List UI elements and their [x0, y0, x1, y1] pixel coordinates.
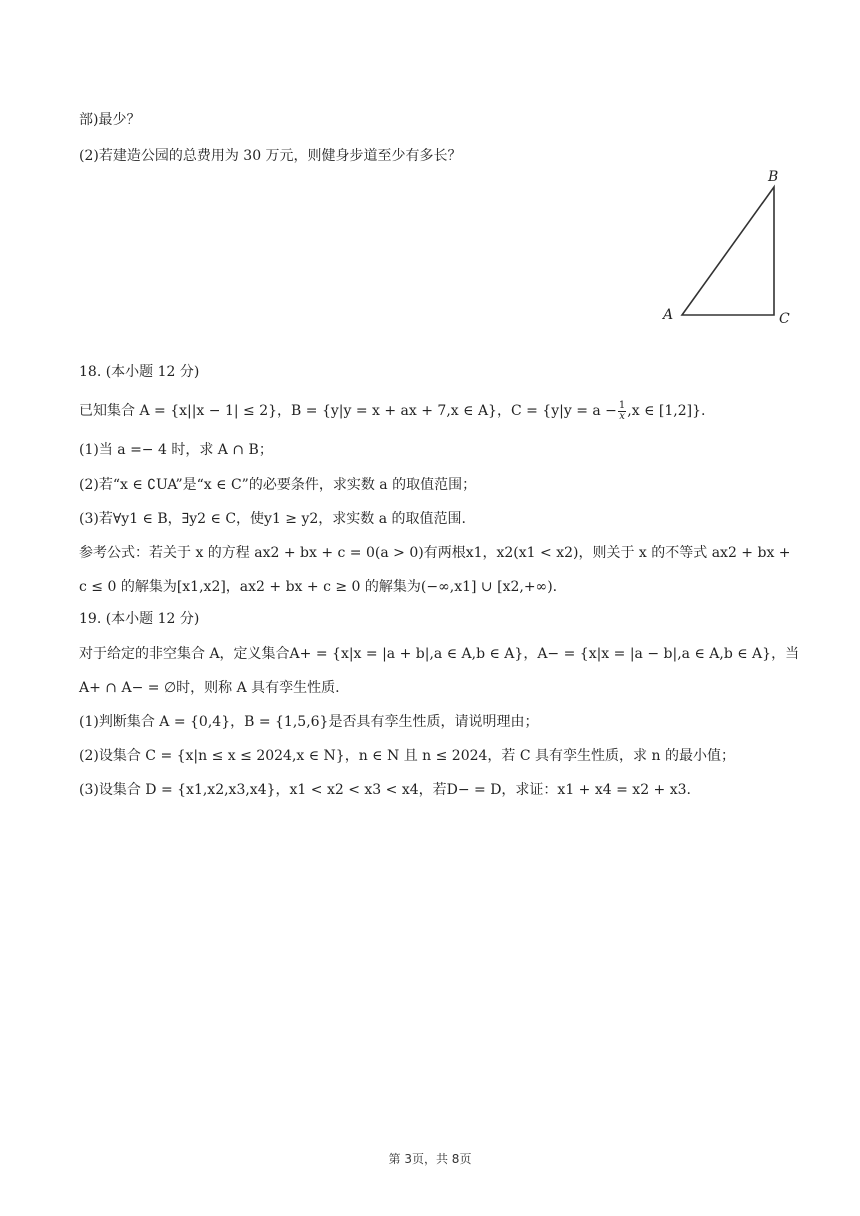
q19-part-2: (2)设集合 C = {x|n ≤ x ≤ 2024,x ∈ N}，n ∈ N 且 n ≤ 2024，若 C 具有孪生性质，求 n 的最小值； [79, 748, 735, 764]
page-number-footer: 第 3页，共 8页 [388, 1152, 472, 1166]
fraction-denominator: x [619, 410, 625, 422]
q17-continuation: 部)最少？ [79, 112, 141, 128]
label-c: C [779, 311, 790, 327]
fraction-one-over-x [618, 401, 626, 422]
label-b: B [768, 169, 779, 185]
triangle-shape [682, 187, 774, 315]
q18-intro [79, 400, 800, 422]
label-a: A [663, 307, 674, 323]
q18-title: 18. (本小题 12 分) [79, 364, 200, 380]
q19-intro-line-2: A+ ∩ A− = ∅时，则称 A 具有孪生性质. [79, 680, 340, 696]
q19-part-1: (1)判断集合 A = {0,4}，B = {1,5,6}是否具有孪生性质，请说明理由； [79, 714, 539, 730]
q19-intro-line-1: 对于给定的非空集合 A，定义集合A+ = {x|x = |a + b|,a ∈ A,b ∈ A}，A− = {x|x = |a − b|,a ∈ A,b ∈ A}，当 [79, 646, 800, 662]
set-b-definition: B = {y|y = x + ax + 7,x ∈ A} [291, 403, 497, 419]
q18-reference-formula-line-2: c ≤ 0 的解集为[x1,x2]，ax2 + bx + c ≥ 0 的解集为(−∞,x1] ∪ [x2,+∞). [79, 579, 558, 595]
q18-intro-prefix: 已知集合 [79, 403, 135, 419]
q19-part-3: (3)设集合 D = {x1,x2,x3,x4}，x1 < x2 < x3 < x4，若D− = D，求证：x1 + x4 = x2 + x3. [79, 782, 691, 798]
fraction-numerator: 1 [618, 399, 626, 411]
q18-reference-formula-line-1: 参考公式：若关于 x 的方程 ax2 + bx + c = 0(a > 0)有两根x1，x2(x1 < x2)，则关于 x 的不等式 ax2 + bx + [79, 545, 791, 561]
q18-part-1: (1)当 a =− 4 时，求 A ∩ B； [79, 442, 273, 458]
set-c-definition-post: ,x ∈ [1,2]} [627, 403, 702, 419]
intro-end: . [701, 403, 706, 419]
triangle-abc-figure [660, 165, 800, 330]
q18-part-3: (3)若∀y1 ∈ B，∃y2 ∈ C，使y1 ≥ y2，求实数 a 的取值范围. [79, 511, 466, 527]
set-c-definition-pre: C = {y|y = a − [510, 403, 617, 419]
sep-2: ， [496, 403, 511, 419]
q17-part-2: (2)若建造公园的总费用为 30 万元，则健身步道至少有多长？ [79, 148, 462, 164]
q18-part-2: (2)若“x ∈ ∁UA”是“x ∈ C”的必要条件，求实数 a 的取值范围； [79, 477, 477, 493]
set-a-definition: A = {x||x − 1| ≤ 2} [139, 403, 278, 419]
sep-1: ， [277, 403, 292, 419]
q19-title: 19. (本小题 12 分) [79, 611, 200, 627]
